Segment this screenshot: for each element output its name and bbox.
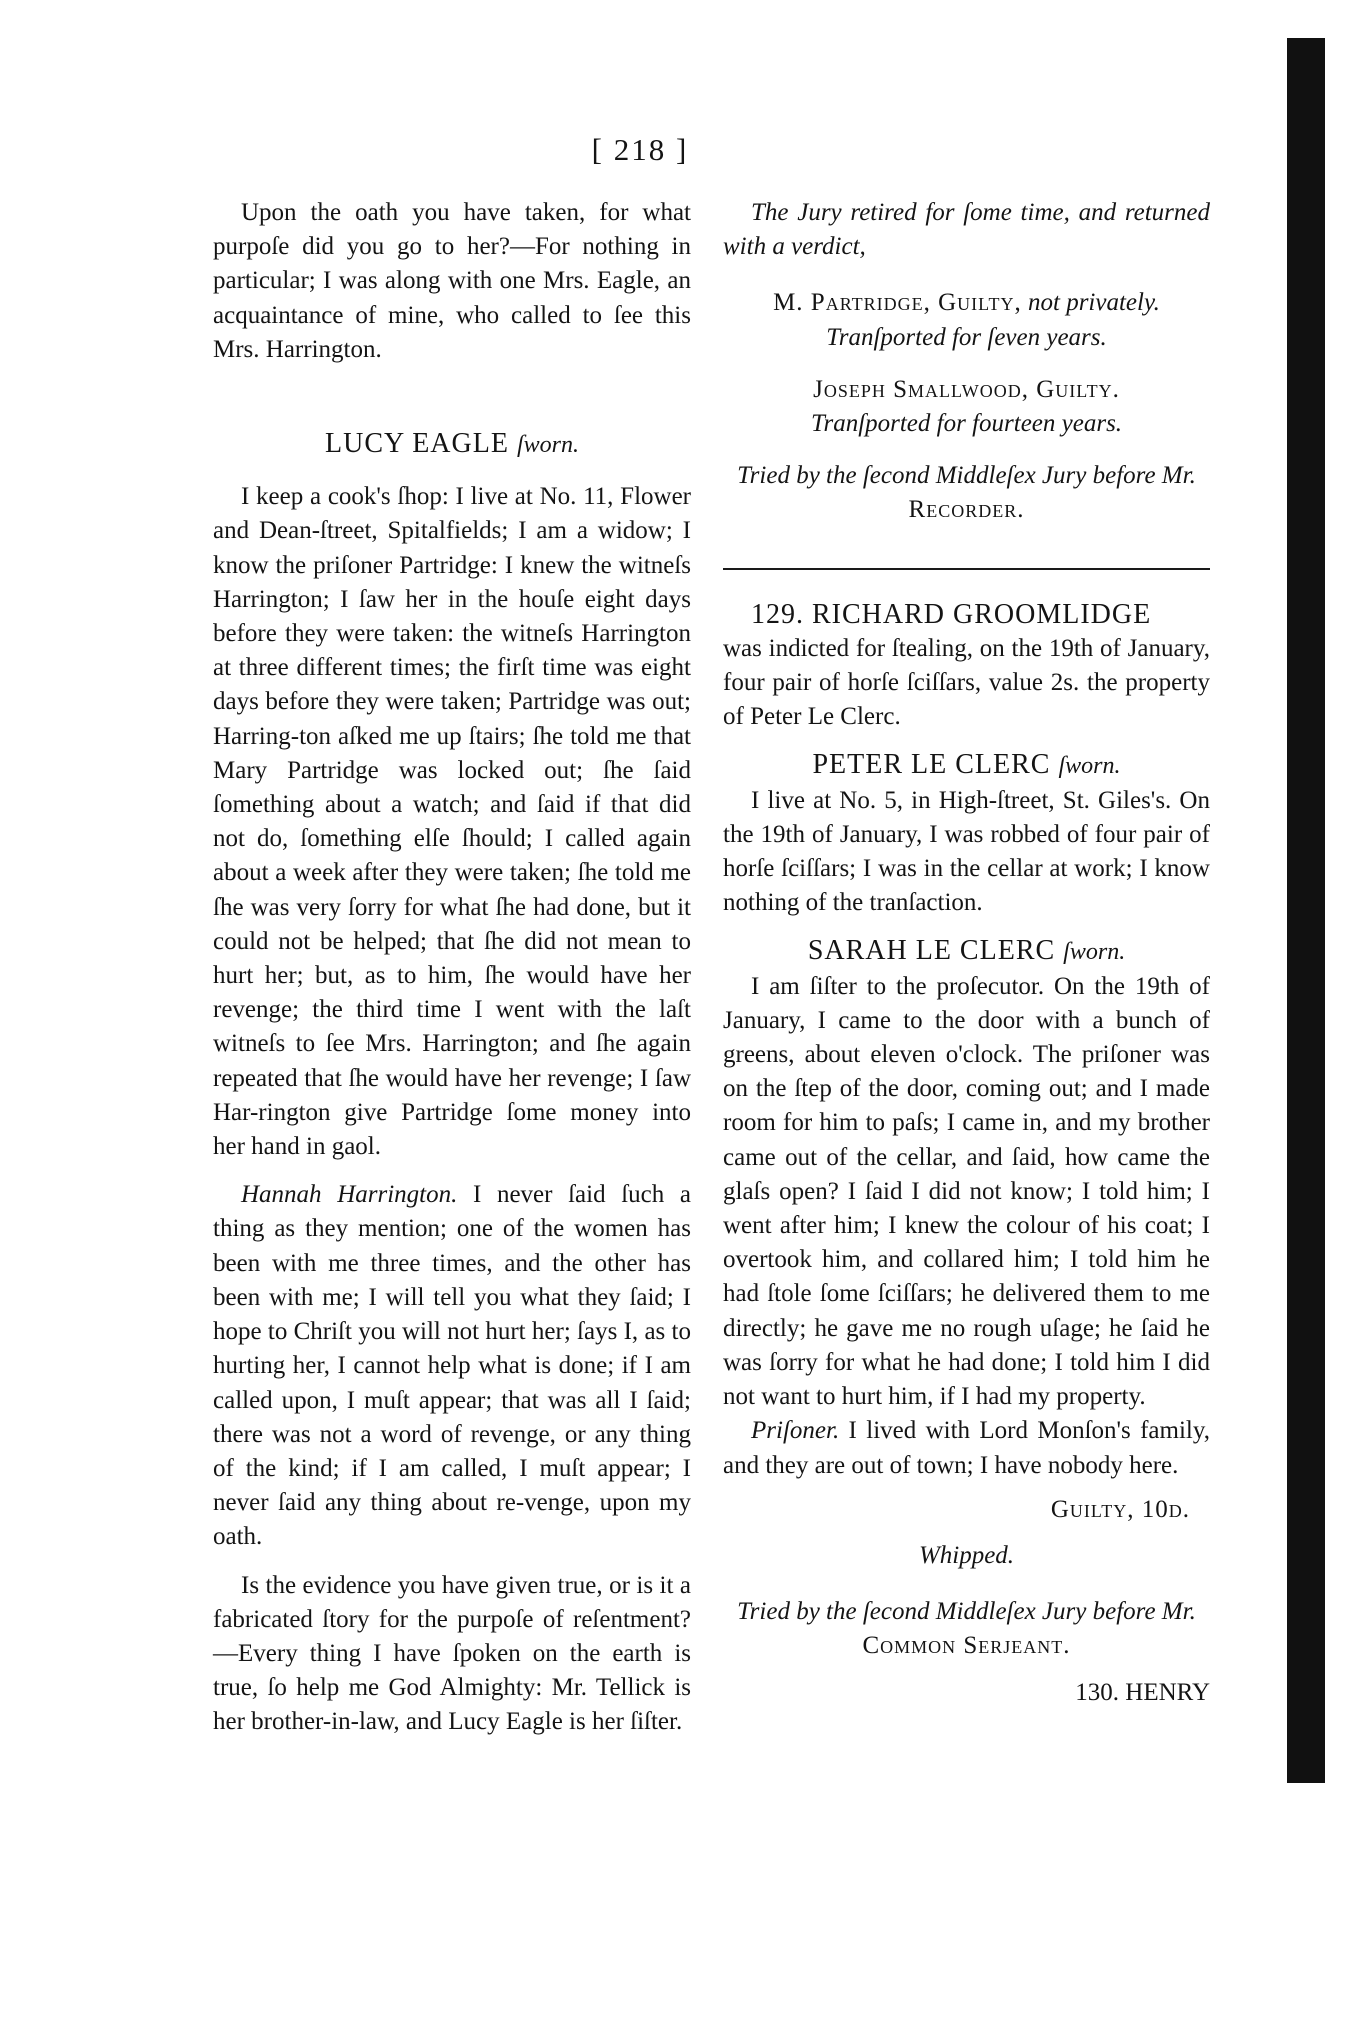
paragraph-hannah-harrington bbox=[213, 1178, 691, 1554]
jury-retired: The Jury retired for ſome time, and returned with a verdict, bbox=[723, 199, 1210, 261]
paragraph-lucy-eagle-testimony: I keep a cook's ſhop: I live at No. 11, Flower and Dean-ſtreet, Spitalfields; I am a widow; I know the priſoner Partridge: I knew the witneſs Harrington; I ſaw her in the houſe eight days before they were taken: the witneſs Harrington at three different times; the firſt time was eight days before they were taken; Partridge was out; Harring-ton aſked me up ſtairs; ſhe told me that Mary Partridge was locked out; ſhe ſaid ſomething about a watch; and ſaid if that did not do, ſomething elſe ſhould; I called again about a week after they were taken; ſhe told me ſhe was very ſorry for what ſhe had done, but it could not be helped; that ſhe did not mean to hurt her; but, as to him, ſhe would have her revenge; the third time I went with the laſt witneſs to ſee Mrs. Harrington; and ſhe again repeated that ſhe would have her revenge; I ſaw Har-rington give Partridge ſome money into her hand in gaol. bbox=[213, 483, 691, 1161]
witness-sworn: ſworn. bbox=[1058, 753, 1121, 780]
left-column bbox=[213, 196, 691, 1740]
paragraph-question: Upon the oath you have taken, for what purpoſe did you go to her?—For nothing in particular; I was along with one Mrs. Eagle, an acquaintance of mine, who called to ſee this Mrs. Harrington. bbox=[213, 199, 691, 363]
paragraph-peter-testimony: I live at No. 5, in High-ſtreet, St. Giles's. On the 19th of January, I was robbed of four pair of horſe ſciſſars; I was in the cellar at work; I know nothing of the tranſaction. bbox=[723, 786, 1210, 917]
verdict-partridge bbox=[723, 286, 1210, 320]
speaker-name: Priſoner. bbox=[751, 1417, 840, 1445]
speaker-text: I never ſaid ſuch a thing as they mention; one of the women has been with me three times, and the other has been with me; I will tell you what they ſaid; I hope to Chriſt you will not hurt her; ſays I, as to hurting her, I cannot help what is done; if I am called upon, I muſt appear; that was all I ſaid; there was not a word of revenge, or any thing of the kind; if I am called, I muſt appear; I never ſaid any thing about re-venge, upon my oath. bbox=[213, 1181, 691, 1551]
right-column bbox=[723, 196, 1210, 1710]
speaker-text: I lived with Lord Monſon's family, and they are out of town; I have nobody here. bbox=[723, 1417, 1210, 1479]
paragraph-sarah-testimony: I am ſiſter to the proſecutor. On the 19th of January, I came to the door with a bunch of greens, about eleven o'clock. The priſoner was on the ſtep of the door, coming out; and I made room for him to paſs; I came in, and my brother came out of the cellar, and ſaid, how came the glaſs open? I ſaid I did not know; I told him; I went after him; I knew the colour of his coat; I overtook him, and collared him; I told him he had ſtole ſome ſciſſars; he delivered them to me directly; he gave me no rough uſage; he ſaid he was ſorry for what he had done; I told him I did not want to hurt him, if I had my property. bbox=[723, 972, 1210, 1411]
sentence-smallwood: Tranſported for fourteen years. bbox=[810, 410, 1123, 438]
section-divider bbox=[723, 568, 1210, 570]
tried-judge: Recorder. bbox=[908, 496, 1025, 524]
speaker-name: Hannah Harrington. bbox=[241, 1181, 458, 1209]
page-edge-shadow bbox=[1287, 38, 1325, 1783]
page-number: [ 218 ] bbox=[591, 132, 689, 167]
witness-sworn: ſworn. bbox=[516, 432, 579, 459]
tried-text: Tried by the ſecond Middleſex Jury before Mr. bbox=[737, 462, 1196, 490]
witness-sworn: ſworn. bbox=[1063, 939, 1126, 966]
catchword: 130. HENRY bbox=[1075, 1678, 1210, 1706]
tried-before-recorder bbox=[723, 459, 1210, 527]
case-indictment: was indicted for ſtealing, on the 19th of January, four pair of horſe ſciſſars, value 2s. the property of Peter Le Clerc. bbox=[723, 634, 1210, 731]
tried-text: Tried by the ſecond Middleſex Jury before Mr. bbox=[737, 1598, 1196, 1626]
verdict-name: M. Partridge, Guilty, bbox=[773, 289, 1022, 317]
verdict-qualifier: not privately. bbox=[1021, 289, 1160, 317]
witness-name: SARAH LE CLERC bbox=[807, 935, 1056, 967]
verdict-smallwood: Joseph Smallwood, Guilty. bbox=[813, 375, 1120, 403]
tried-judge: Common Serjeant. bbox=[862, 1632, 1071, 1660]
case-heading: 129. RICHARD GROOMLIDGE bbox=[751, 598, 1152, 630]
witness-name: PETER LE CLERC bbox=[812, 749, 1051, 781]
witness-heading-peter-le-clerc bbox=[723, 748, 1210, 783]
tried-before-common-serjeant bbox=[723, 1595, 1210, 1663]
sentence-partridge: Tranſported for ſeven years. bbox=[826, 323, 1107, 351]
witness-heading-lucy-eagle bbox=[213, 427, 691, 462]
paragraph-evidence-question: Is the evidence you have given true, or is it a fabricated ſtory for the purpoſe of reſentment?—Every thing I have ſpoken on the earth is true, ſo help me God Almighty: Mr. Tellick is her brother-in-law, and Lucy Eagle is her ſiſter. bbox=[213, 1571, 691, 1736]
paragraph-prisoner-defence bbox=[723, 1414, 1210, 1482]
sentence-groomlidge: Whipped. bbox=[918, 1541, 1015, 1569]
witness-name: LUCY EAGLE bbox=[325, 428, 509, 460]
verdict-groomlidge: Guilty, 10d. bbox=[1050, 1495, 1190, 1523]
witness-heading-sarah-le-clerc bbox=[723, 934, 1210, 969]
